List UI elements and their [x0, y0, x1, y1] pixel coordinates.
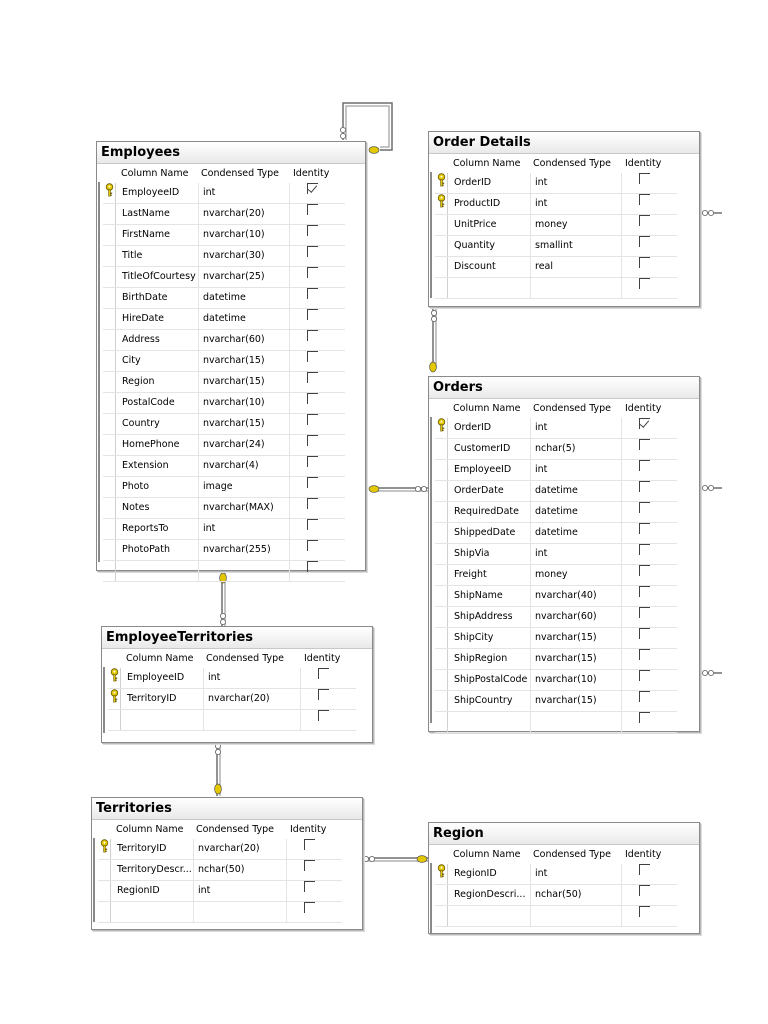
table-region[interactable]: [428, 822, 700, 934]
column-name: EmployeeID: [115, 183, 199, 203]
table-row[interactable]: [103, 540, 345, 561]
column-name: LastName: [115, 204, 199, 224]
table-title: Employees: [97, 142, 365, 164]
identity-checkbox-icon[interactable]: [639, 864, 650, 875]
identity-checkbox-icon[interactable]: [639, 586, 650, 597]
identity-checkbox-icon[interactable]: [307, 225, 318, 236]
column-grid: [103, 165, 345, 582]
header-identity: Identity: [304, 653, 341, 664]
table-row[interactable]: [103, 414, 345, 435]
table-row[interactable]: [103, 183, 345, 204]
column-type: nvarchar(20): [202, 689, 301, 709]
column-type: [529, 278, 622, 298]
identity-checkbox-icon[interactable]: [639, 173, 650, 184]
identity-checkbox-icon[interactable]: [639, 502, 650, 513]
table-row[interactable]: [103, 351, 345, 372]
column-name: Extension: [115, 456, 199, 476]
column-type: int: [529, 194, 622, 214]
column-type: real: [529, 257, 622, 277]
table-row[interactable]: [108, 689, 356, 710]
table-row[interactable]: [103, 498, 345, 519]
column-name: [447, 278, 531, 298]
table-row[interactable]: [435, 628, 677, 649]
identity-checkbox-icon[interactable]: [639, 544, 650, 555]
identity-checkbox-icon[interactable]: [639, 565, 650, 576]
column-type: nvarchar(40): [529, 586, 622, 606]
column-name: Freight: [447, 565, 531, 585]
column-name: [447, 712, 531, 732]
column-type: money: [529, 565, 622, 585]
column-name: EmployeeID: [120, 668, 204, 688]
column-header-row: [435, 155, 677, 173]
column-name: TerritoryID: [110, 839, 194, 859]
identity-checkbox-icon[interactable]: [307, 414, 318, 425]
header-column-name: Column Name: [453, 403, 521, 414]
table-row[interactable]: [435, 173, 677, 194]
table-orders[interactable]: [428, 376, 700, 732]
identity-checkbox-icon[interactable]: [318, 689, 329, 700]
header-condensed-type: Condensed Type: [206, 653, 285, 664]
identity-checkbox-icon[interactable]: [639, 607, 650, 618]
header-identity: Identity: [625, 849, 662, 860]
column-type: int: [202, 668, 301, 688]
column-type: money: [529, 215, 622, 235]
column-name: OrderID: [447, 418, 531, 438]
header-condensed-type: Condensed Type: [533, 849, 612, 860]
column-type: nvarchar(15): [529, 649, 622, 669]
table-row[interactable]: [435, 236, 677, 257]
identity-checkbox-icon[interactable]: [307, 288, 318, 299]
table-row[interactable]: [435, 460, 677, 481]
column-name: ShipVia: [447, 544, 531, 564]
column-grid: [98, 821, 342, 923]
column-type: nvarchar(20): [192, 839, 287, 859]
identity-checkbox-icon[interactable]: [307, 519, 318, 530]
column-name: BirthDate: [115, 288, 199, 308]
column-name: Photo: [115, 477, 199, 497]
column-type: int: [197, 183, 290, 203]
column-name: [110, 902, 194, 922]
table-order-details[interactable]: [428, 131, 700, 307]
column-name: RequiredDate: [447, 502, 531, 522]
table-row[interactable]: [435, 278, 677, 299]
column-name: OrderID: [447, 173, 531, 193]
column-name: HireDate: [115, 309, 199, 329]
table-row[interactable]: [435, 712, 677, 733]
column-type: nchar(5): [529, 439, 622, 459]
column-type: nvarchar(20): [197, 204, 290, 224]
column-name: ShipCountry: [447, 691, 531, 711]
identity-checkbox-icon[interactable]: [307, 393, 318, 404]
table-row[interactable]: [435, 649, 677, 670]
identity-checkbox-icon[interactable]: [307, 204, 318, 215]
identity-checkbox-icon[interactable]: [639, 481, 650, 492]
column-name: Discount: [447, 257, 531, 277]
header-condensed-type: Condensed Type: [196, 824, 275, 835]
key-icon: [108, 668, 120, 682]
table-title: Order Details: [429, 132, 699, 154]
identity-checkbox-icon[interactable]: [639, 906, 650, 917]
table-row[interactable]: [435, 607, 677, 628]
header-column-name: Column Name: [116, 824, 184, 835]
column-type: nvarchar(60): [529, 607, 622, 627]
table-row[interactable]: [435, 418, 677, 439]
column-name: [115, 561, 199, 581]
table-row[interactable]: [103, 393, 345, 414]
column-name: Country: [115, 414, 199, 434]
identity-checkbox-icon[interactable]: [307, 309, 318, 320]
column-name: [120, 710, 204, 730]
column-name: ProductID: [447, 194, 531, 214]
column-name: ShipAddress: [447, 607, 531, 627]
header-identity: Identity: [625, 403, 662, 414]
column-name: OrderDate: [447, 481, 531, 501]
column-type: int: [529, 418, 622, 438]
table-row[interactable]: [435, 439, 677, 460]
column-header-row: [108, 650, 356, 668]
column-type: datetime: [529, 523, 622, 543]
column-header-row: [435, 400, 677, 418]
table-row[interactable]: [103, 330, 345, 351]
table-row[interactable]: [98, 860, 342, 881]
identity-checkbox-icon[interactable]: [304, 902, 315, 913]
header-column-name: Column Name: [453, 158, 521, 169]
table-row[interactable]: [103, 288, 345, 309]
column-type: nvarchar(30): [197, 246, 290, 266]
column-grid: [435, 846, 677, 927]
column-name: ShippedDate: [447, 523, 531, 543]
header-identity: Identity: [293, 168, 330, 179]
identity-checkbox-icon[interactable]: [304, 860, 315, 871]
table-row[interactable]: [435, 257, 677, 278]
column-type: int: [529, 460, 622, 480]
table-row[interactable]: [103, 372, 345, 393]
column-type: datetime: [197, 288, 290, 308]
column-name: EmployeeID: [447, 460, 531, 480]
column-name: RegionDescri...: [447, 885, 531, 905]
header-column-name: Column Name: [126, 653, 194, 664]
column-type: nvarchar(4): [197, 456, 290, 476]
column-name: Address: [115, 330, 199, 350]
column-type: int: [529, 864, 622, 884]
key-icon: [103, 183, 115, 197]
table-title: Territories: [92, 798, 362, 820]
column-type: nvarchar(10): [197, 393, 290, 413]
column-type: nvarchar(15): [529, 691, 622, 711]
header-condensed-type: Condensed Type: [533, 403, 612, 414]
identity-checkbox-icon[interactable]: [318, 668, 329, 679]
column-type: int: [529, 173, 622, 193]
column-type: nvarchar(24): [197, 435, 290, 455]
identity-checkbox-icon[interactable]: [318, 710, 329, 721]
identity-checkbox-icon[interactable]: [639, 670, 650, 681]
identity-checkbox-icon[interactable]: [307, 372, 318, 383]
table-row[interactable]: [435, 885, 677, 906]
column-name: PhotoPath: [115, 540, 199, 560]
column-grid: [108, 650, 356, 731]
column-name: ShipName: [447, 586, 531, 606]
column-name: CustomerID: [447, 439, 531, 459]
table-row[interactable]: [435, 502, 677, 523]
column-type: nvarchar(15): [529, 628, 622, 648]
column-name: PostalCode: [115, 393, 199, 413]
column-name: FirstName: [115, 225, 199, 245]
header-condensed-type: Condensed Type: [201, 168, 280, 179]
column-header-row: [98, 821, 342, 839]
column-type: nvarchar(25): [197, 267, 290, 287]
column-type: nvarchar(MAX): [197, 498, 290, 518]
column-name: UnitPrice: [447, 215, 531, 235]
table-row[interactable]: [103, 204, 345, 225]
table-title: Orders: [429, 377, 699, 399]
column-name: ShipPostalCode: [447, 670, 531, 690]
column-type: nvarchar(15): [197, 351, 290, 371]
table-row[interactable]: [435, 215, 677, 236]
column-grid: [435, 400, 677, 733]
identity-checkbox-icon[interactable]: [307, 267, 318, 278]
column-name: Region: [115, 372, 199, 392]
table-row[interactable]: [108, 710, 356, 731]
identity-checkbox-icon[interactable]: [639, 649, 650, 660]
column-name: ReportsTo: [115, 519, 199, 539]
table-row[interactable]: [103, 456, 345, 477]
identity-checkbox-icon[interactable]: [639, 712, 650, 723]
column-name: HomePhone: [115, 435, 199, 455]
table-row[interactable]: [98, 902, 342, 923]
table-row[interactable]: [435, 586, 677, 607]
identity-checkbox-icon[interactable]: [307, 351, 318, 362]
table-row[interactable]: [103, 246, 345, 267]
identity-checkbox-icon[interactable]: [307, 183, 318, 194]
column-name: ShipCity: [447, 628, 531, 648]
header-column-name: Column Name: [121, 168, 189, 179]
identity-checkbox-icon[interactable]: [639, 236, 650, 247]
table-row[interactable]: [435, 523, 677, 544]
key-icon: [435, 173, 447, 187]
column-name: City: [115, 351, 199, 371]
column-type: datetime: [197, 309, 290, 329]
table-row[interactable]: [435, 565, 677, 586]
header-identity: Identity: [625, 158, 662, 169]
table-row[interactable]: [98, 839, 342, 860]
table-row[interactable]: [435, 670, 677, 691]
identity-checkbox-icon[interactable]: [639, 194, 650, 205]
header-column-name: Column Name: [453, 849, 521, 860]
identity-checkbox-icon[interactable]: [639, 215, 650, 226]
key-icon: [98, 839, 110, 853]
column-name: TitleOfCourtesy: [115, 267, 199, 287]
identity-checkbox-icon[interactable]: [307, 561, 318, 572]
header-condensed-type: Condensed Type: [533, 158, 612, 169]
column-type: int: [529, 544, 622, 564]
identity-checkbox-icon[interactable]: [307, 246, 318, 257]
column-name: [447, 906, 531, 926]
column-type: smallint: [529, 236, 622, 256]
identity-checkbox-icon[interactable]: [307, 498, 318, 509]
table-row[interactable]: [103, 309, 345, 330]
table-title: EmployeeTerritories: [102, 627, 372, 649]
identity-checkbox-icon[interactable]: [639, 257, 650, 268]
table-row[interactable]: [103, 477, 345, 498]
table-row[interactable]: [435, 691, 677, 712]
column-type: int: [197, 519, 290, 539]
column-name: TerritoryDescr...: [110, 860, 194, 880]
identity-checkbox-icon[interactable]: [307, 435, 318, 446]
table-row[interactable]: [103, 561, 345, 582]
column-type: nvarchar(60): [197, 330, 290, 350]
table-row[interactable]: [435, 481, 677, 502]
table-row[interactable]: [435, 906, 677, 927]
column-name: RegionID: [110, 881, 194, 901]
key-icon: [435, 418, 447, 432]
column-type: nvarchar(10): [197, 225, 290, 245]
identity-checkbox-icon[interactable]: [639, 278, 650, 289]
identity-checkbox-icon[interactable]: [639, 523, 650, 534]
column-type: nvarchar(15): [197, 414, 290, 434]
column-type: nvarchar(10): [529, 670, 622, 690]
table-row[interactable]: [435, 864, 677, 885]
column-type: image: [197, 477, 290, 497]
table-row[interactable]: [435, 544, 677, 565]
table-employee-territories[interactable]: [101, 626, 373, 743]
column-type: datetime: [529, 481, 622, 501]
column-type: datetime: [529, 502, 622, 522]
table-row[interactable]: [98, 881, 342, 902]
column-type: int: [192, 881, 287, 901]
identity-checkbox-icon[interactable]: [304, 839, 315, 850]
identity-checkbox-icon[interactable]: [639, 460, 650, 471]
column-name: Quantity: [447, 236, 531, 256]
column-type: [529, 906, 622, 926]
column-name: ShipRegion: [447, 649, 531, 669]
table-employees[interactable]: [96, 141, 366, 571]
column-type: nchar(50): [192, 860, 287, 880]
key-icon: [108, 689, 120, 703]
column-name: Title: [115, 246, 199, 266]
column-type: [529, 712, 622, 732]
table-row[interactable]: [103, 267, 345, 288]
identity-checkbox-icon[interactable]: [304, 881, 315, 892]
table-row[interactable]: [103, 519, 345, 540]
header-identity: Identity: [290, 824, 327, 835]
column-name: RegionID: [447, 864, 531, 884]
identity-checkbox-icon[interactable]: [639, 418, 650, 429]
column-type: nvarchar(255): [197, 540, 290, 560]
identity-checkbox-icon[interactable]: [307, 456, 318, 467]
column-type: [202, 710, 301, 730]
identity-checkbox-icon[interactable]: [307, 477, 318, 488]
column-type: [192, 902, 287, 922]
key-icon: [435, 194, 447, 208]
identity-checkbox-icon[interactable]: [307, 330, 318, 341]
identity-checkbox-icon[interactable]: [639, 439, 650, 450]
table-row[interactable]: [108, 668, 356, 689]
column-type: nchar(50): [529, 885, 622, 905]
column-type: [197, 561, 290, 581]
column-header-row: [103, 165, 345, 183]
column-name: TerritoryID: [120, 689, 204, 709]
column-grid: [435, 155, 677, 299]
column-header-row: [435, 846, 677, 864]
table-row[interactable]: [103, 225, 345, 246]
table-title: Region: [429, 823, 699, 845]
identity-checkbox-icon[interactable]: [639, 691, 650, 702]
column-name: Notes: [115, 498, 199, 518]
identity-checkbox-icon[interactable]: [639, 885, 650, 896]
identity-checkbox-icon[interactable]: [307, 540, 318, 551]
identity-checkbox-icon[interactable]: [639, 628, 650, 639]
table-row[interactable]: [435, 194, 677, 215]
key-icon: [435, 864, 447, 878]
table-territories[interactable]: [91, 797, 363, 930]
column-type: nvarchar(15): [197, 372, 290, 392]
table-row[interactable]: [103, 435, 345, 456]
